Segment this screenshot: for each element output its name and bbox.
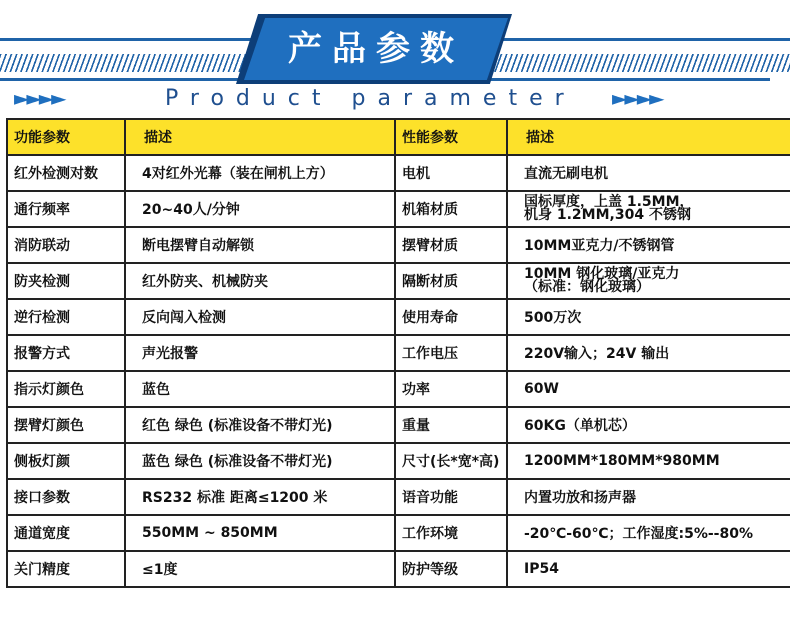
function-desc-cell: 断电摆臂自动解锁 xyxy=(125,227,395,263)
performance-param-cell: 重量 xyxy=(395,407,507,443)
function-param-cell: 通道宽度 xyxy=(7,515,125,551)
decor-line xyxy=(470,38,790,41)
performance-param-cell: 功率 xyxy=(395,371,507,407)
performance-param-cell: 工作电压 xyxy=(395,335,507,371)
performance-param-cell: 语音功能 xyxy=(395,479,507,515)
function-desc-cell: 蓝色 xyxy=(125,371,395,407)
function-param-cell: 防夹检测 xyxy=(7,263,125,299)
performance-param-cell: 机箱材质 xyxy=(395,191,507,227)
performance-desc-cell: 60W xyxy=(507,371,790,407)
table-row xyxy=(7,191,790,227)
performance-param-cell: 使用寿命 xyxy=(395,299,507,335)
performance-desc-cell: 直流无刷电机 xyxy=(507,155,790,191)
header-description: 描述 xyxy=(507,119,790,155)
table-row xyxy=(7,335,790,371)
page-header xyxy=(0,0,790,120)
function-desc-cell: ≤1度 xyxy=(125,551,395,587)
function-param-cell: 消防联动 xyxy=(7,227,125,263)
performance-param-cell: 电机 xyxy=(395,155,507,191)
function-param-cell: 接口参数 xyxy=(7,479,125,515)
performance-desc-cell: 220V输入；24V 输出 xyxy=(507,335,790,371)
table-row xyxy=(7,443,790,479)
function-param-cell: 逆行检测 xyxy=(7,299,125,335)
performance-param-cell: 尺寸(长*宽*高) xyxy=(395,443,507,479)
spec-table xyxy=(6,118,790,588)
table-row xyxy=(7,479,790,515)
function-desc-cell: 蓝色 绿色 (标准设备不带灯光) xyxy=(125,443,395,479)
decor-line xyxy=(0,78,240,81)
performance-desc-cell: 10MM亚克力/不锈钢管 xyxy=(507,227,790,263)
decor-line xyxy=(0,38,258,41)
function-desc-cell: 红外防夹、机械防夹 xyxy=(125,263,395,299)
arrows-left-icon: ►►►► xyxy=(14,86,64,110)
function-param-cell: 红外检测对数 xyxy=(7,155,125,191)
performance-desc-cell: 国标厚度，上盖 1.5MM， 机身 1.2MM,304 不锈钢 xyxy=(507,191,790,227)
function-desc-cell: 声光报警 xyxy=(125,335,395,371)
performance-desc-cell: 1200MM*180MM*980MM xyxy=(507,443,790,479)
header-function-param: 功能参数 xyxy=(7,119,125,155)
page-subtitle: Product parameter xyxy=(165,86,576,111)
function-param-cell: 摆臂灯颜色 xyxy=(7,407,125,443)
performance-param-cell: 隔断材质 xyxy=(395,263,507,299)
table-row xyxy=(7,407,790,443)
table-row xyxy=(7,299,790,335)
performance-param-cell: 防护等级 xyxy=(395,551,507,587)
table-row xyxy=(7,515,790,551)
function-desc-cell: 20~40人/分钟 xyxy=(125,191,395,227)
function-param-cell: 关门精度 xyxy=(7,551,125,587)
header-description: 描述 xyxy=(125,119,395,155)
function-desc-cell: RS232 标准 距离≤1200 米 xyxy=(125,479,395,515)
table-row xyxy=(7,155,790,191)
performance-param-cell: 工作环境 xyxy=(395,515,507,551)
header-performance-param: 性能参数 xyxy=(395,119,507,155)
performance-desc-cell: IP54 xyxy=(507,551,790,587)
function-param-cell: 侧板灯颜 xyxy=(7,443,125,479)
performance-desc-cell: 内置功放和扬声器 xyxy=(507,479,790,515)
table-row xyxy=(7,551,790,587)
function-param-cell: 通行频率 xyxy=(7,191,125,227)
decor-stripe xyxy=(490,54,790,72)
performance-desc-cell: 60KG（单机芯） xyxy=(507,407,790,443)
performance-desc-cell: 500万次 xyxy=(507,299,790,335)
table-header-row xyxy=(7,119,790,155)
table-row xyxy=(7,263,790,299)
decor-line xyxy=(480,78,770,81)
function-param-cell: 报警方式 xyxy=(7,335,125,371)
table-row xyxy=(7,227,790,263)
arrows-right-icon: ►►►► xyxy=(612,86,662,110)
decor-stripe xyxy=(0,54,250,72)
function-desc-cell: 4对红外光幕（装在闸机上方） xyxy=(125,155,395,191)
function-desc-cell: 550MM ~ 850MM xyxy=(125,515,395,551)
performance-desc-cell: 10MM 钢化玻璃/亚克力 （标准：钢化玻璃） xyxy=(507,263,790,299)
function-desc-cell: 红色 绿色 (标准设备不带灯光) xyxy=(125,407,395,443)
function-desc-cell: 反向闯入检测 xyxy=(125,299,395,335)
performance-desc-cell: -20℃-60℃；工作湿度:5%--80% xyxy=(507,515,790,551)
table-row xyxy=(7,371,790,407)
performance-param-cell: 摆臂材质 xyxy=(395,227,507,263)
page-title: 产品参数 xyxy=(288,29,464,69)
function-param-cell: 指示灯颜色 xyxy=(7,371,125,407)
